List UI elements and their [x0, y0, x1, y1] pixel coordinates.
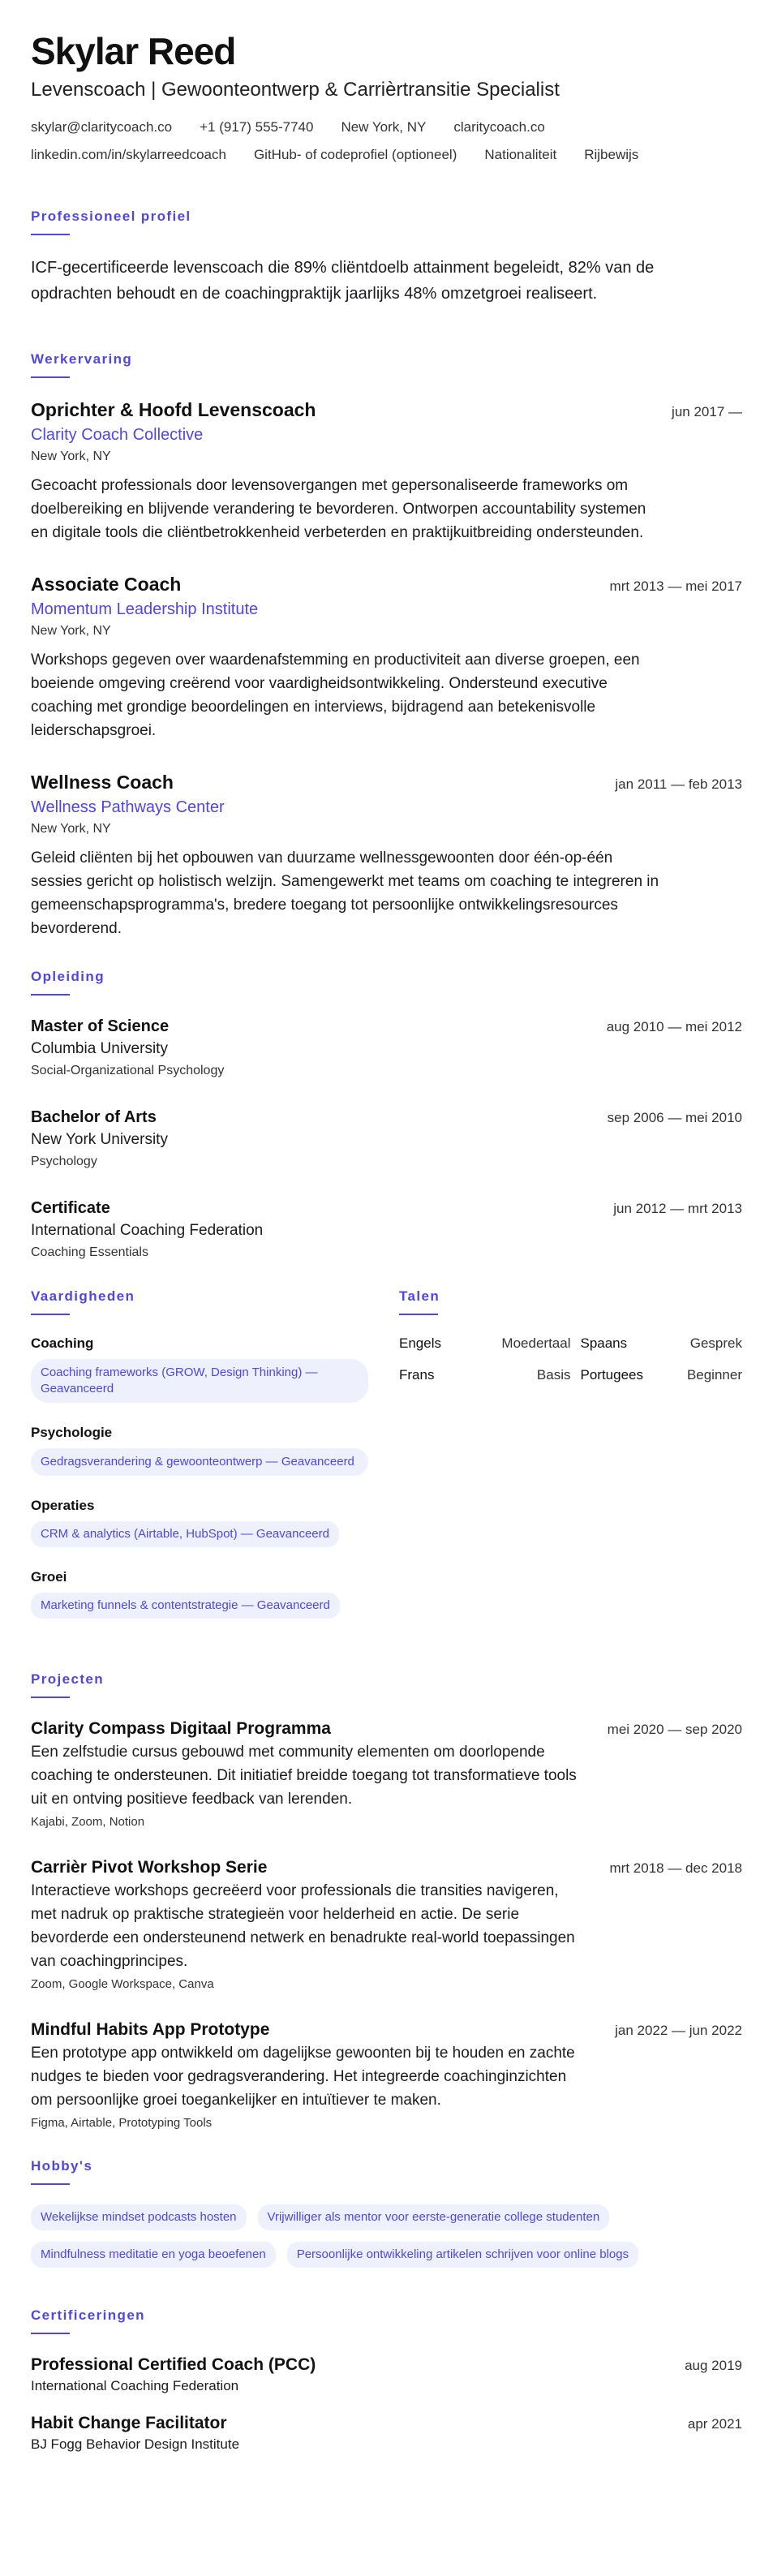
- education-degree: Master of Science: [31, 1017, 170, 1035]
- hobby-pill: Wekelijkse mindset podcasts hosten: [31, 2204, 247, 2230]
- job-description: Gecoacht professionals door levensovergangen met gepersonaliseerde frameworks om doelbereiking en blijvende verandering te bevorderen. Ontworpen accountability systemen en digitale tools die cliëntbetrokkenheid verbeterden en praktijkuitbreiding ondersteunden.: [31, 477, 646, 541]
- section-title: Professioneel profiel: [31, 209, 191, 224]
- section-divider: [31, 234, 70, 235]
- languages-column: [399, 1288, 742, 1640]
- job-title: Wellness Coach: [31, 772, 174, 793]
- project-tools: Figma, Airtable, Prototyping Tools: [31, 2116, 213, 2130]
- skill-category: Groei: [31, 1569, 67, 1585]
- education-date: sep 2006 — mei 2010: [607, 1110, 742, 1125]
- section-divider: [31, 2183, 70, 2185]
- education-date: jun 2012 — mrt 2013: [613, 1201, 742, 1216]
- language-name: Engels: [399, 1335, 441, 1351]
- job-date: jun 2017 —: [672, 404, 742, 419]
- education-school: International Coaching Federation: [31, 1222, 264, 1239]
- section-title: Hobby's: [31, 2158, 93, 2174]
- skill-group: [31, 1568, 368, 1619]
- resume-header: [31, 29, 742, 164]
- section-title: Certificeringen: [31, 2307, 145, 2323]
- language-row: [399, 1335, 742, 1353]
- section-divider: [31, 1697, 70, 1698]
- education-degree: Bachelor of Arts: [31, 1108, 157, 1126]
- certification-title: Professional Certified Coach (PCC): [31, 2355, 316, 2374]
- project-description: Interactieve workshops gecreëerd voor professionals die transities navigeren, met nadruk op praktische strategieën voor helderheid en actie. De serie bevorderde een ondersteunend netwerk en benadrukte real-world toepassingen van coachingprincipes.: [31, 1882, 575, 1970]
- education-entry: [31, 1015, 742, 1080]
- job-date: mrt 2013 — mei 2017: [609, 578, 742, 594]
- project-entry: [31, 1718, 742, 1830]
- education-field: Psychology: [31, 1155, 97, 1168]
- education-entry: [31, 1106, 742, 1171]
- skill-group: [31, 1424, 368, 1476]
- language-item: [399, 1335, 570, 1353]
- job-date: jan 2011 — feb 2013: [615, 776, 742, 792]
- section-title: Talen: [399, 1288, 440, 1304]
- language-row: [399, 1366, 742, 1384]
- language-level: Basis: [536, 1367, 571, 1383]
- education-section: [31, 968, 742, 1262]
- certification-date: apr 2021: [687, 2416, 742, 2432]
- project-date: mei 2020 — sep 2020: [607, 1722, 742, 1737]
- hobby-pill: Persoonlijke ontwikkeling artikelen schrijven voor online blogs: [287, 2242, 638, 2268]
- skills-column: [31, 1288, 368, 1640]
- project-entry: [31, 1856, 742, 1993]
- project-title: Carrièr Pivot Workshop Serie: [31, 1858, 268, 1877]
- certification-org: BJ Fogg Behavior Design Institute: [31, 2436, 240, 2452]
- education-entry: [31, 1197, 742, 1262]
- skill-pill: Coaching frameworks (GROW, Design Thinking) — Geavanceerd: [31, 1359, 368, 1403]
- job-company: Momentum Leadership Institute: [31, 600, 259, 618]
- education-school: Columbia University: [31, 1040, 168, 1057]
- language-name: Spaans: [580, 1335, 628, 1351]
- section-title: Projecten: [31, 1671, 105, 1687]
- certification-entry: [31, 2354, 742, 2396]
- skill-group: [31, 1497, 368, 1547]
- project-title: Mindful Habits App Prototype: [31, 2020, 270, 2039]
- project-tools: Zoom, Google Workspace, Canva: [31, 1977, 214, 1991]
- section-title: Werkervaring: [31, 351, 133, 367]
- job-title: Associate Coach: [31, 574, 182, 595]
- certification-date: aug 2019: [685, 2358, 742, 2373]
- job-location: New York, NY: [31, 822, 111, 836]
- education-school: New York University: [31, 1131, 168, 1148]
- language-level: Gesprek: [689, 1335, 742, 1351]
- contact-email[interactable]: skylar@claritycoach.co: [31, 119, 173, 135]
- language-name: Portugees: [580, 1367, 643, 1383]
- job-location: New York, NY: [31, 449, 111, 463]
- skill-pill: Gedragsverandering & gewoonteontwerp — Geavanceerd: [31, 1448, 368, 1476]
- education-date: aug 2010 — mei 2012: [606, 1019, 742, 1034]
- project-description: Een prototype app ontwikkeld om dagelijkse gewoonten bij te houden en zachte nudges te bieden voor gedragsverandering. Het integreerde coachinginzichten om persoonlijke groei toegankelijker en intuïtiever te maken.: [31, 2045, 575, 2109]
- section-title: Vaardigheden: [31, 1288, 135, 1304]
- education-field: Social-Organizational Psychology: [31, 1064, 225, 1077]
- section-divider: [399, 1314, 438, 1315]
- candidate-headline: Levenscoach | Gewoonteontwerp & Carrièrtransitie Specialist: [31, 79, 560, 101]
- contact-row-secondary: [31, 146, 742, 164]
- education-degree: Certificate: [31, 1199, 110, 1217]
- certification-title: Habit Change Facilitator: [31, 2414, 227, 2432]
- skill-pill: CRM & analytics (Airtable, HubSpot) — Geavanceerd: [31, 1521, 339, 1547]
- section-divider: [31, 994, 70, 996]
- skills-languages-section: [31, 1288, 742, 1640]
- contact-website[interactable]: claritycoach.co: [453, 119, 545, 135]
- skill-pill: Marketing funnels & contentstrategie — Geavanceerd: [31, 1593, 340, 1619]
- section-title: Opleiding: [31, 969, 105, 984]
- contact-location: New York, NY: [341, 119, 427, 135]
- skill-category: Psychologie: [31, 1425, 113, 1440]
- language-item: [399, 1366, 570, 1384]
- language-level: Beginner: [686, 1367, 742, 1383]
- job-description: Geleid cliënten bij het opbouwen van duurzame wellnessgewoonten door één-op-één sessies gericht op holistisch welzijn. Samengewerkt met teams om coaching te integreren in gemeenschapsprogramma's, bredere toegang tot persoonlijke ontwikkelingsresources bevorderend.: [31, 849, 659, 937]
- project-title: Clarity Compass Digitaal Programma: [31, 1719, 331, 1738]
- skill-category: Operaties: [31, 1498, 95, 1513]
- contact-linkedin[interactable]: linkedin.com/in/skylarreedcoach: [31, 147, 226, 162]
- job-location: New York, NY: [31, 624, 111, 638]
- section-divider: [31, 1314, 70, 1315]
- contact-row: [31, 118, 742, 136]
- contact-license: Rijbewijs: [584, 147, 639, 162]
- contact-phone[interactable]: +1 (917) 555-7740: [200, 119, 314, 135]
- hobbies-section: [31, 2157, 742, 2268]
- language-level: Moedertaal: [501, 1335, 571, 1351]
- language-item: [570, 1366, 742, 1384]
- hobby-pill: Mindfulness meditatie en yoga beoefenen: [31, 2242, 276, 2268]
- language-item: [570, 1335, 742, 1353]
- hobby-pill: Vrijwilliger als mentor voor eerste-generatie college studenten: [258, 2204, 610, 2230]
- job-entry: [31, 398, 742, 544]
- section-divider: [31, 2333, 70, 2334]
- skill-category: Coaching: [31, 1335, 94, 1351]
- skill-group: [31, 1335, 368, 1403]
- experience-section: [31, 350, 742, 940]
- job-company: Clarity Coach Collective: [31, 426, 204, 444]
- certifications-section: [31, 2307, 742, 2454]
- certification-entry: [31, 2412, 742, 2454]
- hobby-list: [31, 2204, 680, 2268]
- certification-org: International Coaching Federation: [31, 2378, 239, 2393]
- project-date: mrt 2018 — dec 2018: [609, 1860, 742, 1876]
- contact-nationality: Nationaliteit: [484, 147, 557, 162]
- project-entry: [31, 2019, 742, 2131]
- job-entry: [31, 770, 742, 940]
- job-description: Workshops gegeven over waardenafstemming en productiviteit aan diverse groepen, een boeiende omgeving creërend voor vaardigheidsontwikkeling. Ondersteund executive coaching met grondige beoordelingen en interviews, bijdragend aan betekenisvolle leiderschapsgroei.: [31, 652, 640, 739]
- profile-section: [31, 208, 742, 307]
- project-description: Een zelfstudie cursus gebouwd met community elementen om doorlopende coaching te ondersteunen. Dit initiatief breidde toegang tot transformatieve tools uit en ontving positieve feedback van lerenden.: [31, 1744, 577, 1808]
- language-name: Frans: [399, 1367, 435, 1383]
- profile-summary: ICF-gecertificeerde levenscoach die 89% cliëntdoelb attainment begeleidt, 82% van de opdrachten behoudt en de coachingpraktijk jaarlijks 48% omzetgroei realiseert.: [31, 259, 655, 303]
- candidate-name: Skylar Reed: [31, 30, 236, 72]
- job-entry: [31, 572, 742, 742]
- job-title: Oprichter & Hoofd Levenscoach: [31, 399, 316, 420]
- project-tools: Kajabi, Zoom, Notion: [31, 1815, 145, 1829]
- project-date: jan 2022 — jun 2022: [615, 2023, 742, 2038]
- section-divider: [31, 376, 70, 378]
- contact-github[interactable]: GitHub- of codeprofiel (optioneel): [253, 147, 457, 162]
- projects-section: [31, 1671, 742, 2131]
- education-field: Coaching Essentials: [31, 1245, 148, 1259]
- job-company: Wellness Pathways Center: [31, 798, 225, 816]
